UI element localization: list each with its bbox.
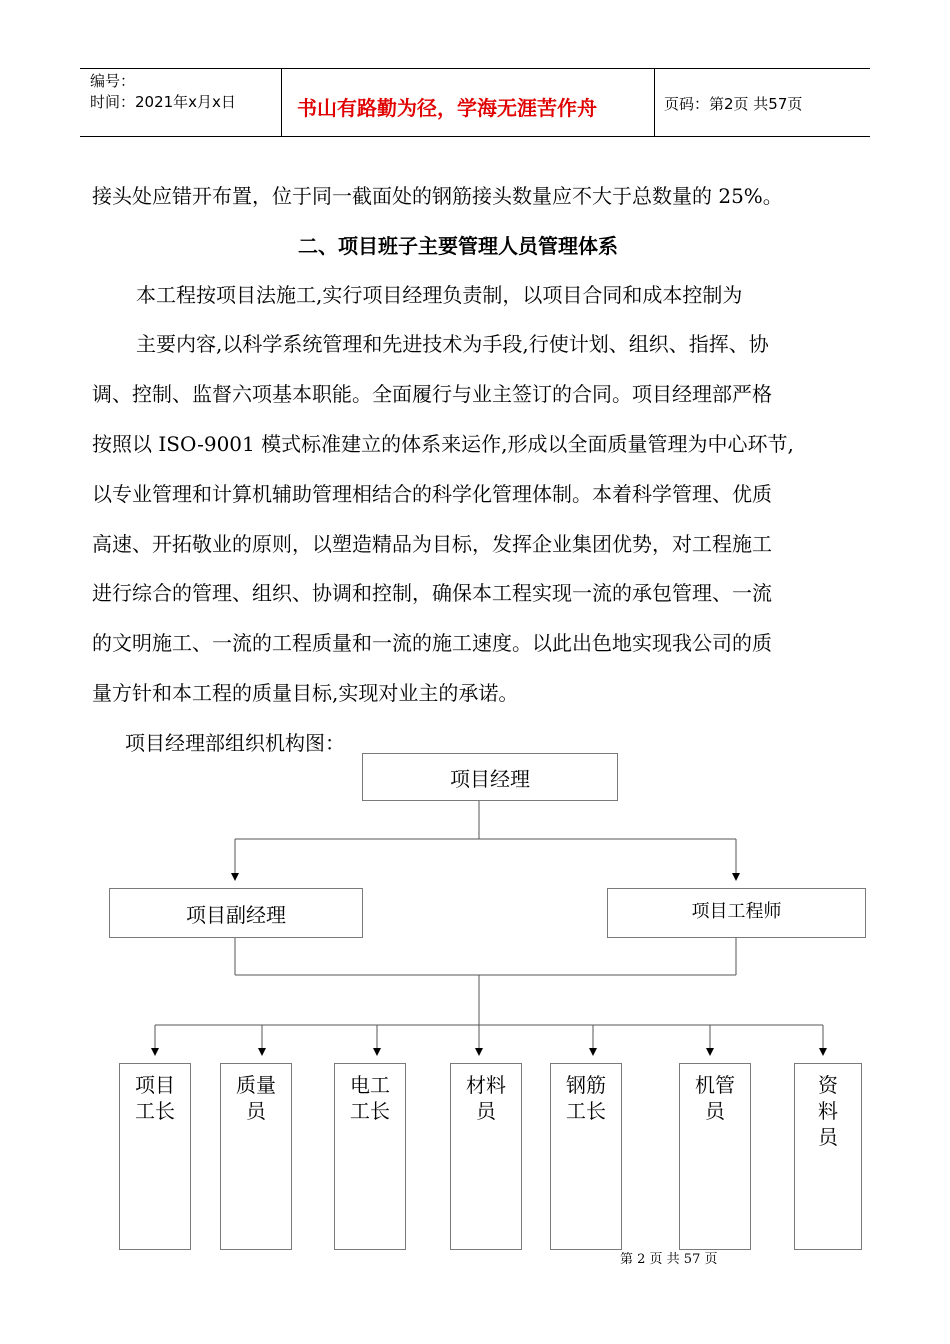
org-box-label: 钢筋 工长 bbox=[566, 1073, 606, 1123]
footer-page-number: 第 2 页 共 57 页 bbox=[620, 1252, 718, 1267]
org-box-project-engineer bbox=[607, 888, 866, 938]
header-page-info: 页码：第2页 共57页 bbox=[664, 95, 803, 113]
paragraph-line-3: 调、控制、监督六项基本职能。全面履行与业主签订的合同。项目经理部严格 bbox=[92, 382, 772, 406]
org-box-records-clerk bbox=[794, 1063, 862, 1250]
paragraph-line-4: 按照以 ISO-9001 模式标准建立的体系来运作,形成以全面质量管理为中心环节, bbox=[92, 432, 794, 456]
document-date: 时间：2021年x月x日 bbox=[90, 93, 236, 111]
org-box-label: 项目 工长 bbox=[135, 1073, 175, 1123]
org-box-electrician-foreman bbox=[334, 1063, 406, 1250]
org-box-label: 项目工程师 bbox=[691, 901, 782, 922]
org-box-label: 电工 工长 bbox=[350, 1073, 390, 1123]
paragraph-line-7: 进行综合的管理、组织、协调和控制，确保本工程实现一流的承包管理、一流 bbox=[92, 581, 772, 605]
org-box-label: 机管 员 bbox=[695, 1073, 735, 1123]
paragraph-line-1: 本工程按项目法施工,实行项目经理负责制，以项目合同和成本控制为 bbox=[136, 283, 743, 307]
org-box-label: 材料 员 bbox=[466, 1073, 506, 1123]
paragraph-line-6: 高速、开拓敬业的原则，以塑造精品为目标，发挥企业集团优势，对工程施工 bbox=[92, 532, 772, 556]
org-box-label: 质量 员 bbox=[236, 1073, 276, 1123]
paragraph-line-8: 的文明施工、一流的工程质量和一流的施工速度。以此出色地实现我公司的质 bbox=[92, 631, 772, 655]
header-motto: 书山有路勤为径，学海无涯苦作舟 bbox=[297, 96, 597, 120]
paragraph-line-9: 量方针和本工程的质量目标,实现对业主的承诺。 bbox=[92, 681, 519, 705]
org-box-project-manager bbox=[362, 753, 618, 801]
org-box-materials-clerk bbox=[450, 1063, 522, 1250]
org-box-deputy-manager bbox=[109, 888, 363, 938]
paragraph-line-5: 以专业管理和计算机辅助管理相结合的科学化管理体制。本着科学管理、优质 bbox=[92, 482, 772, 506]
org-box-quality-inspector bbox=[220, 1063, 292, 1250]
paragraph-line-2: 主要内容,以科学系统管理和先进技术为手段,行使计划、组织、指挥、协 bbox=[136, 332, 769, 356]
section-heading: 二、项目班子主要管理人员管理体系 bbox=[298, 234, 618, 258]
org-box-label: 资 料 员 bbox=[818, 1073, 838, 1149]
org-box-foreman bbox=[119, 1063, 191, 1250]
org-box-rebar-foreman bbox=[550, 1063, 622, 1250]
org-box-label: 项目副经理 bbox=[186, 903, 286, 927]
org-box-label: 项目经理 bbox=[450, 767, 530, 791]
org-chart-caption: 项目经理部组织机构图： bbox=[125, 731, 345, 755]
org-box-equipment-manager bbox=[679, 1063, 751, 1250]
document-number-label: 编号： bbox=[90, 72, 136, 90]
body-line-1: 接头处应错开布置，位于同一截面处的钢筋接头数量应不大于总数量的 25%。 bbox=[92, 184, 783, 208]
